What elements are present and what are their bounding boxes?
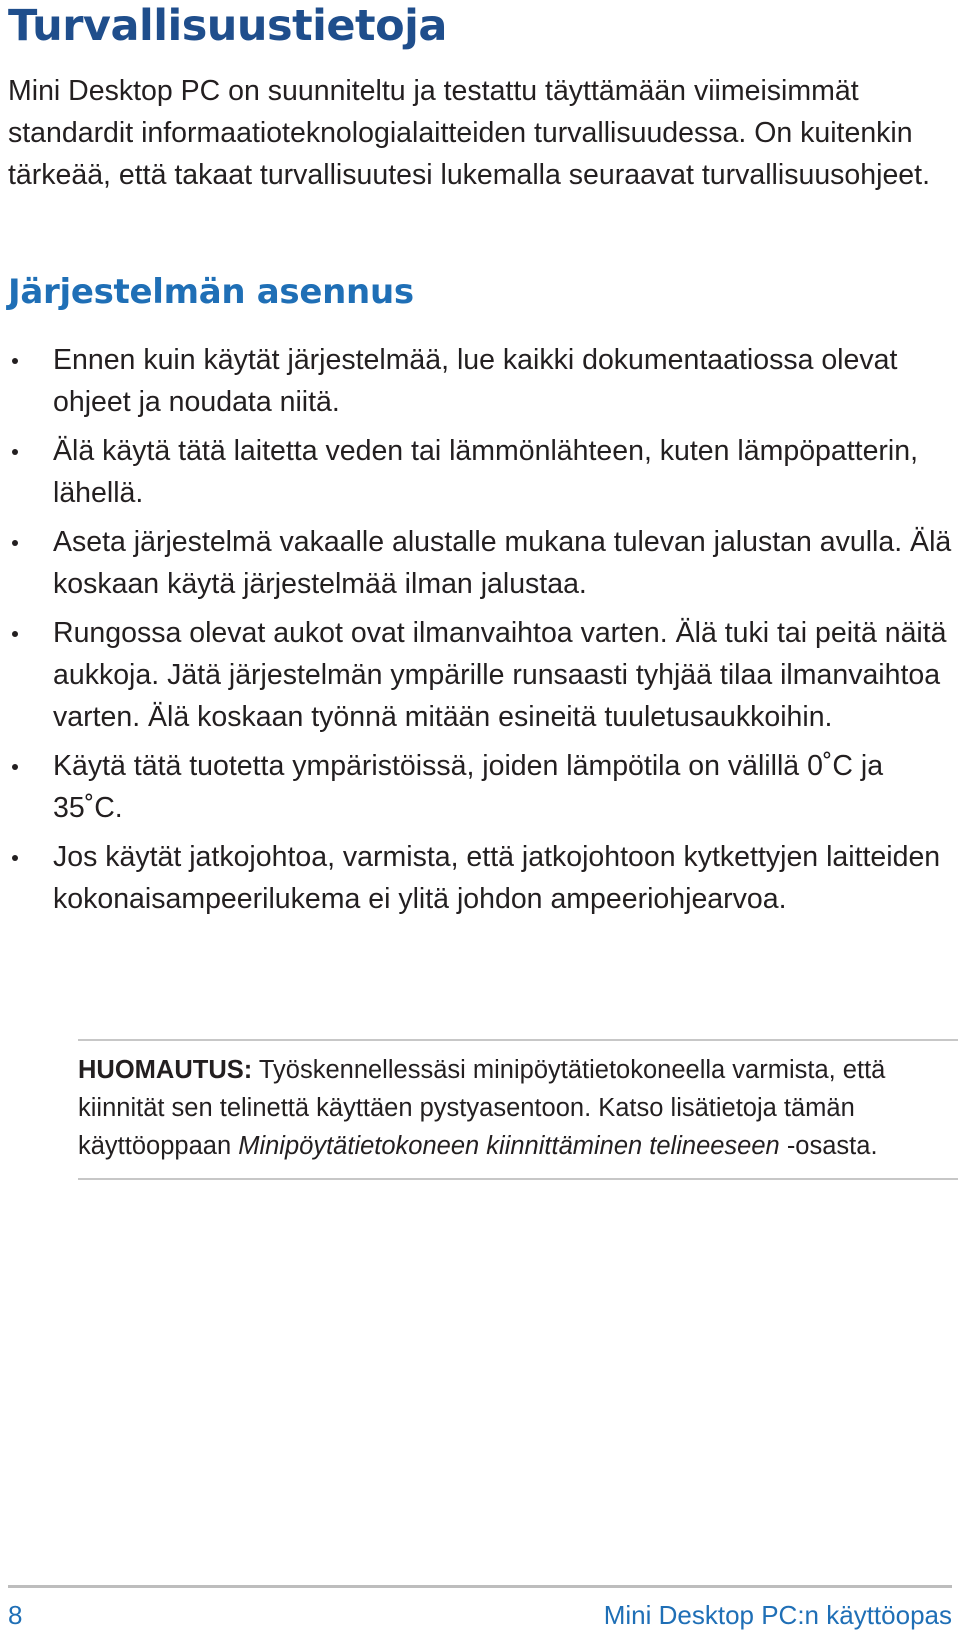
note-label: HUOMAUTUS: (78, 1056, 253, 1084)
intro-paragraph: Mini Desktop PC on suunniteltu ja testattu täyttämään viimeisimmät standardit informaatioteknologialaitteiden turvallisuudessa. On kuitenkin tärkeää, että takaat turvallisuutesi lukemalla seuraavat turvallisuusohjeet. (8, 75, 930, 191)
footer-divider (8, 1585, 952, 1588)
bullet-icon (12, 449, 18, 455)
list-item (8, 612, 953, 738)
page-number: 8 (8, 1600, 23, 1630)
list-item-text: Jos käytät jatkojohtoa, varmista, että jatkojohtoon kytkettyjen laitteiden kokonaisampeerilukema ei ylitä johdon ampeeriohjearvoa. (53, 841, 941, 915)
list-item (8, 521, 953, 605)
list-item (8, 430, 953, 514)
footer-title: Mini Desktop PC:n käyttöopas (603, 1600, 952, 1630)
note-section-reference: Minipöytätietokoneen kiinnittäminen telineeseen (238, 1132, 780, 1160)
bullet-icon (12, 540, 18, 546)
bullet-icon (12, 358, 18, 364)
list-item (8, 339, 953, 423)
list-item (8, 836, 953, 920)
list-item-text: Aseta järjestelmä vakaalle alustalle mukana tulevan jalustan avulla. Älä koskaan käytä järjestelmää ilman jalustaa. (53, 526, 952, 600)
section-heading: Järjestelmän asennus (8, 272, 414, 312)
list-item-text: Käytä tätä tuotetta ympäristöissä, joiden lämpötila on välillä 0˚C ja 35˚C. (53, 750, 884, 824)
note-body: Työskennellessäsi minipöytätietokoneella varmista, että kiinnität sen telinettä käyttäen pystyasentoon. Katso lisätietoja tämän käyttöoppaan (78, 1056, 886, 1160)
bullet-icon (12, 764, 18, 770)
safety-instructions-list (8, 339, 953, 927)
list-item-text: Rungossa olevat aukot ovat ilmanvaihtoa varten. Älä tuki tai peitä näitä aukkoja. Jätä järjestelmän ympärille runsaasti tyhjää tilaa ilmanvaihtoa varten. Älä koskaan työnnä mitään esineitä tuuletusaukkoihin. (53, 617, 947, 733)
list-item (8, 745, 953, 829)
bullet-icon (12, 631, 18, 637)
page-title: Turvallisuustietoja (8, 1, 447, 51)
list-item-text: Älä käytä tätä laitetta veden tai lämmönlähteen, kuten lämpöpatterin, lähellä. (53, 435, 919, 509)
note-box (78, 1039, 958, 1180)
note-text (78, 1051, 958, 1165)
list-item-text: Ennen kuin käytät järjestelmää, lue kaikki dokumentaatiossa olevat ohjeet ja noudata niitä. (53, 344, 898, 418)
bullet-icon (12, 855, 18, 861)
note-body-end: -osasta. (779, 1132, 878, 1160)
